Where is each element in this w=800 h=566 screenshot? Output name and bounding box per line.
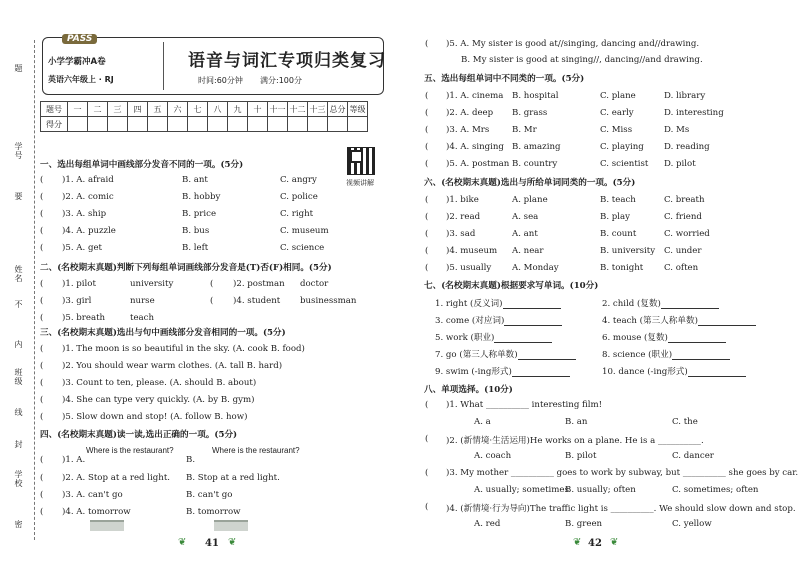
- option-a: A. Monday: [512, 263, 559, 273]
- option-a: A. sea: [512, 212, 539, 222]
- answer-paren[interactable]: (: [425, 159, 429, 169]
- option-b: B. pilot: [565, 451, 597, 461]
- answer-blank[interactable]: [518, 351, 576, 360]
- option-a: )3. A. can't go: [62, 490, 123, 500]
- binding-cut-mid1: 要: [14, 192, 23, 201]
- answer-paren[interactable]: (: [425, 125, 429, 135]
- score-table-header-cell: 十三: [308, 102, 328, 117]
- answer-paren[interactable]: (: [40, 313, 44, 323]
- answer-paren[interactable]: (: [40, 192, 44, 202]
- option-d: D. pilot: [664, 159, 696, 169]
- question-stem: )2. (新情境·生活运用)He works on a plane. He is a __________.: [446, 436, 704, 446]
- option-b: B. hobby: [182, 192, 221, 202]
- score-table: [40, 101, 368, 132]
- score-table-header-cell: 等级: [348, 102, 368, 117]
- binding-dashed-line: [34, 40, 35, 540]
- option-c: C. museum: [280, 226, 329, 236]
- answer-blank[interactable]: [672, 351, 730, 360]
- sentence-question: )4. She can type very quickly. (A. by B. gym): [62, 395, 255, 405]
- score-table-header-cell: 六: [168, 102, 188, 117]
- score-input-cell[interactable]: [308, 117, 328, 132]
- answer-blank[interactable]: [661, 300, 719, 309]
- option-d: D. Ms: [664, 125, 690, 135]
- section-5-title: 五、选出每组单词中不同类的一项。(5分): [424, 74, 585, 84]
- option-b: B. country: [512, 159, 558, 169]
- score-input-cell[interactable]: [288, 117, 308, 132]
- option-b: B. amazing: [512, 142, 561, 152]
- score-input-cell[interactable]: [248, 117, 268, 132]
- answer-paren[interactable]: (: [425, 400, 429, 410]
- word-prompt: 4. teach (第三人称单数): [602, 314, 756, 326]
- answer-paren[interactable]: (: [425, 229, 429, 239]
- option-a: )1. A.: [62, 455, 86, 465]
- page-title: 语音与词汇专项归类复习: [188, 51, 386, 71]
- option-c: C. police: [280, 192, 318, 202]
- answer-paren[interactable]: (: [425, 468, 429, 478]
- option-c: C. early: [600, 108, 634, 118]
- option-a: )2. A. comic: [62, 192, 114, 202]
- given-word: )3. sad: [446, 229, 476, 239]
- section-8-title: 八、单项选择。(10分): [424, 385, 513, 395]
- qr-code-icon[interactable]: [347, 147, 375, 175]
- q5-option-a: )5. A. My sister is good at//singing, dancing and//drawing.: [446, 39, 700, 49]
- score-input-cell[interactable]: [228, 117, 248, 132]
- exam-time: 时间:60分钟: [198, 76, 243, 85]
- option-b: B. can't go: [186, 490, 233, 500]
- given-word: )5. usually: [446, 263, 492, 273]
- option-b: B. price: [182, 209, 217, 219]
- score-input-cell[interactable]: [208, 117, 228, 132]
- score-table-header-cell: 一: [68, 102, 88, 117]
- score-table-header-cell: 题号: [41, 102, 68, 117]
- score-table-header-cell: 三: [108, 102, 128, 117]
- option-b: B.: [186, 455, 196, 465]
- sentence-question: )2. You should wear warm clothes. (A. tall B. hard): [62, 361, 283, 371]
- word-prompt: 9. swim (-ing形式): [435, 365, 570, 377]
- score-table-header-cell: 十: [248, 102, 268, 117]
- answer-paren[interactable]: (: [40, 455, 44, 465]
- score-table-header-row: [41, 102, 368, 117]
- score-table-header-cell: 五: [148, 102, 168, 117]
- option-c: C. breath: [664, 195, 705, 205]
- score-table-header-cell: 七: [188, 102, 208, 117]
- option-b: B. count: [600, 229, 637, 239]
- option-b: B. ant: [182, 175, 208, 185]
- option-c: C. friend: [664, 212, 702, 222]
- plant-icon: ❦: [178, 537, 187, 548]
- answer-paren[interactable]: (: [425, 263, 429, 273]
- option-a: )5. A. postman: [446, 159, 510, 169]
- answer-paren[interactable]: (: [40, 361, 44, 371]
- score-table-header-cell: 二: [88, 102, 108, 117]
- word-pair-second: nurse: [130, 296, 155, 306]
- option-b: B. hospital: [512, 91, 559, 101]
- plant-icon: ❦: [228, 537, 237, 548]
- score-table-score-row: [41, 117, 368, 132]
- score-table-header-cell: 十二: [288, 102, 308, 117]
- given-word: )1. bike: [446, 195, 479, 205]
- answer-blank[interactable]: [512, 368, 570, 377]
- answer-paren[interactable]: (: [40, 395, 44, 405]
- word-prompt: 10. dance (-ing形式): [602, 365, 746, 377]
- option-a: )4. A. puzzle: [62, 226, 116, 236]
- binding-cut-mid5: 封: [14, 440, 23, 449]
- binding-label-student-no: 学号: [14, 142, 23, 160]
- option-c: C. playing: [600, 142, 644, 152]
- word-prompt: 2. child (复数): [602, 297, 719, 309]
- option-c: C. yellow: [672, 519, 712, 529]
- score-table-header-cell: 八: [208, 102, 228, 117]
- section-7-title: 七、(名校期末真题)根据要求写单词。(10分): [424, 281, 599, 291]
- question-stem: )4. (新情境·行为导向)The traffic light is __________. We should slow down and stop.: [446, 504, 796, 514]
- answer-paren[interactable]: (: [210, 279, 214, 289]
- option-d: D. interesting: [664, 108, 724, 118]
- option-b: B. grass: [512, 108, 548, 118]
- score-table-header-cell: 总分: [328, 102, 348, 117]
- option-c: C. sometimes; often: [672, 485, 759, 495]
- pass-badge: PASS: [62, 34, 97, 44]
- score-input-cell[interactable]: [148, 117, 168, 132]
- word-pair-second: teach: [130, 313, 155, 323]
- option-a: )1. A. afraid: [62, 175, 114, 185]
- series-name: 小学学霸冲A卷: [48, 57, 106, 67]
- answer-paren[interactable]: (: [425, 108, 429, 118]
- page-number-right: 42: [588, 538, 602, 549]
- option-c: C. worried: [664, 229, 710, 239]
- answer-blank[interactable]: [668, 334, 726, 343]
- word-pair-second: businessman: [300, 296, 357, 306]
- speech-bubble-a: Where is the restaurant?: [86, 446, 174, 455]
- word-prompt: 5. work (职业): [435, 331, 552, 343]
- option-b: B. teach: [600, 195, 636, 205]
- answer-paren[interactable]: (: [425, 91, 429, 101]
- binding-cut-mid3: 内: [14, 340, 23, 349]
- score-table-header-cell: 九: [228, 102, 248, 117]
- answer-paren[interactable]: (: [40, 490, 44, 500]
- option-d: D. library: [664, 91, 706, 101]
- answer-paren[interactable]: (: [40, 296, 44, 306]
- option-a: )4. A. singing: [446, 142, 504, 152]
- option-c: C. the: [672, 417, 698, 427]
- scene-illustration-b: [214, 520, 248, 531]
- answer-paren[interactable]: (: [425, 246, 429, 256]
- score-input-cell[interactable]: [348, 117, 368, 132]
- full-score: 满分:100分: [260, 76, 302, 85]
- answer-paren[interactable]: (: [425, 212, 429, 222]
- score-row-label: 得分: [41, 117, 68, 132]
- answer-blank[interactable]: [494, 334, 552, 343]
- option-b: B. play: [600, 212, 631, 222]
- score-table-header-cell: 十一: [268, 102, 288, 117]
- answer-paren[interactable]: (: [425, 142, 429, 152]
- paren-open: (: [425, 39, 429, 49]
- option-b: B. an: [565, 417, 588, 427]
- option-a: A. ant: [512, 229, 538, 239]
- option-c: C. under: [664, 246, 702, 256]
- answer-paren[interactable]: (: [425, 502, 429, 512]
- word-pair-first: )4. student: [233, 296, 281, 306]
- score-input-cell[interactable]: [328, 117, 348, 132]
- option-c: C. science: [280, 243, 325, 253]
- option-a: )3. A. Mrs: [446, 125, 490, 135]
- plant-icon: ❦: [573, 537, 582, 548]
- score-input-cell[interactable]: [68, 117, 88, 132]
- score-input-cell[interactable]: [88, 117, 108, 132]
- binding-cut-top: 题: [14, 64, 23, 73]
- option-a: )2. A. deep: [446, 108, 494, 118]
- binding-cut-mid4: 线: [14, 408, 23, 417]
- option-a: )4. A. tomorrow: [62, 507, 131, 517]
- word-prompt: 7. go (第三人称单数): [435, 348, 576, 360]
- option-a: A. a: [474, 417, 491, 427]
- answer-paren[interactable]: (: [210, 296, 214, 306]
- option-a: A. red: [474, 519, 501, 529]
- word-prompt: 1. right (反义词): [435, 297, 561, 309]
- option-b: B. bus: [182, 226, 210, 236]
- option-c: C. angry: [280, 175, 317, 185]
- sentence-question: )1. The moon is so beautiful in the sky. (A. cook B. food): [62, 344, 305, 354]
- option-b: B. tonight: [600, 263, 644, 273]
- option-b: B. usually; often: [565, 485, 636, 495]
- option-d: D. reading: [664, 142, 710, 152]
- binding-cut-bottom: 密: [14, 520, 23, 529]
- answer-paren[interactable]: (: [40, 279, 44, 289]
- section-3-title: 三、(名校期末真题)选出与句中画线部分发音相同的一项。(5分): [40, 328, 286, 338]
- speech-bubble-b: Where is the restaurant?: [212, 446, 300, 455]
- word-prompt: 3. come (对应词): [435, 314, 562, 326]
- option-a: A. near: [512, 246, 544, 256]
- section-4-title: 四、(名校期末真题)读一读,选出正确的一项。(5分): [40, 430, 238, 440]
- section-1-title: 一、选出每组单词中画线部分发音不同的一项。(5分): [40, 160, 244, 170]
- option-b: B. Stop at a red light.: [186, 473, 280, 483]
- answer-paren[interactable]: (: [40, 473, 44, 483]
- option-b: B. Mr: [512, 125, 537, 135]
- scene-illustration-a: [90, 520, 124, 531]
- answer-paren[interactable]: (: [40, 226, 44, 236]
- answer-paren[interactable]: (: [40, 378, 44, 388]
- given-word: )2. read: [446, 212, 481, 222]
- grade-label: 英语六年级上 · RJ: [48, 75, 114, 84]
- sentence-question: )5. Slow down and stop! (A. follow B. how): [62, 412, 248, 422]
- answer-paren[interactable]: (: [425, 195, 429, 205]
- word-prompt: 8. science (职业): [602, 348, 730, 360]
- word-pair-first: )1. pilot: [62, 279, 96, 289]
- section-6-title: 六、(名校期末真题)选出与所给单词同类的一项。(5分): [424, 178, 636, 188]
- binding-cut-mid2: 不: [14, 300, 23, 309]
- option-c: C. dancer: [672, 451, 714, 461]
- page-number-left: 41: [205, 538, 219, 549]
- binding-label-name: 姓名: [14, 265, 23, 283]
- binding-label-class: 班级: [14, 368, 23, 386]
- option-b: B. university: [600, 246, 656, 256]
- question-stem: )3. My mother __________ goes to work by subway, but __________ she goes by car.: [446, 468, 799, 478]
- option-c: C. right: [280, 209, 314, 219]
- option-a: )5. A. get: [62, 243, 102, 253]
- option-a: )2. A. Stop at a red light.: [62, 473, 171, 483]
- answer-paren[interactable]: (: [40, 209, 44, 219]
- option-a: A. usually; sometimes: [474, 485, 569, 495]
- answer-paren[interactable]: (: [40, 243, 44, 253]
- word-pair-first: )2. postman: [233, 279, 285, 289]
- option-a: )3. A. ship: [62, 209, 107, 219]
- binding-label-school: 学校: [14, 470, 23, 488]
- option-c: C. scientist: [600, 159, 649, 169]
- answer-paren[interactable]: (: [40, 344, 44, 354]
- score-input-cell[interactable]: [188, 117, 208, 132]
- word-prompt: 6. mouse (复数): [602, 331, 726, 343]
- word-pair-first: )3. girl: [62, 296, 92, 306]
- option-a: )1. A. cinema: [446, 91, 504, 101]
- answer-blank[interactable]: [503, 300, 561, 309]
- word-pair-second: doctor: [300, 279, 329, 289]
- score-input-cell[interactable]: [128, 117, 148, 132]
- score-input-cell[interactable]: [108, 117, 128, 132]
- answer-paren[interactable]: (: [40, 175, 44, 185]
- option-a: A. coach: [474, 451, 512, 461]
- header-divider: [163, 42, 164, 90]
- question-stem: )1. What __________ interesting film!: [446, 400, 603, 410]
- option-b: B. tomorrow: [186, 507, 241, 517]
- option-c: C. Miss: [600, 125, 633, 135]
- option-b: B. left: [182, 243, 209, 253]
- option-c: C. plane: [600, 91, 636, 101]
- q5-option-b: B. My sister is good at singing//, dancing//and drawing.: [461, 55, 703, 65]
- option-c: C. often: [664, 263, 699, 273]
- word-pair-second: university: [130, 279, 174, 289]
- answer-blank[interactable]: [698, 317, 756, 326]
- given-word: )4. museum: [446, 246, 498, 256]
- answer-blank[interactable]: [504, 317, 562, 326]
- word-pair-first: )5. breath: [62, 313, 106, 323]
- score-input-cell[interactable]: [168, 117, 188, 132]
- option-a: A. plane: [512, 195, 548, 205]
- section-2-title: 二、(名校期末真题)判断下列每组单词画线部分发音是(T)否(F)相同。(5分): [40, 263, 332, 273]
- qr-label: 视频讲解: [346, 179, 374, 187]
- answer-paren[interactable]: (: [40, 412, 44, 422]
- score-input-cell[interactable]: [268, 117, 288, 132]
- answer-blank[interactable]: [688, 368, 746, 377]
- score-table-header-cell: 四: [128, 102, 148, 117]
- answer-paren[interactable]: (: [425, 434, 429, 444]
- plant-icon: ❦: [610, 537, 619, 548]
- sentence-question: )3. Count to ten, please. (A. should B. about): [62, 378, 257, 388]
- answer-paren[interactable]: (: [40, 507, 44, 517]
- option-b: B. green: [565, 519, 603, 529]
